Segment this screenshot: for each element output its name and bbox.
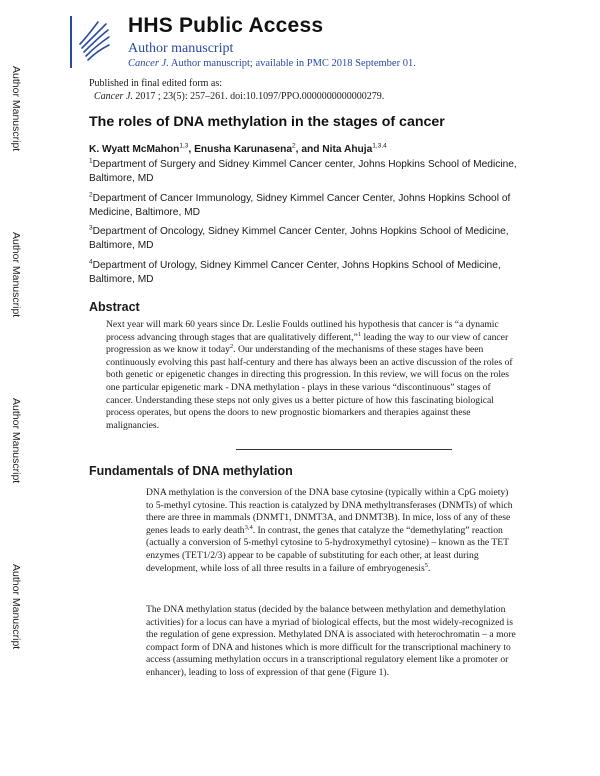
affiliation-number: 4 xyxy=(89,258,93,266)
affiliation xyxy=(89,192,529,220)
paragraph-text: . xyxy=(427,562,431,574)
hhs-eagle-logo-icon xyxy=(76,18,112,64)
author-affiliation-sup: 2 xyxy=(292,142,296,150)
abstract-heading: Abstract xyxy=(89,300,140,314)
author-affiliation-sup: 1,3 xyxy=(179,142,189,150)
journal-name: Cancer J. xyxy=(128,58,169,69)
fundamentals-heading: Fundamentals of DNA methylation xyxy=(89,464,293,478)
paragraph-text: . In contrast, the genes that catalyze the “demethylating” reaction (actually a conversion of 5-methyl cytosine to 5-hydroxymethyl cytosine) – known as the TET enzymes (TET1/2/3) appear to be capable of substituting for each other, at least during development, while loss of all three results in a failure of embryogenesis xyxy=(146,524,509,574)
side-label-author-manuscript: Author Manuscript xyxy=(10,398,22,484)
author-separator: , and xyxy=(295,144,323,155)
author-list xyxy=(89,144,387,155)
paper-title: The roles of DNA methylation in the stages of cancer xyxy=(89,114,445,130)
reference-sup: 1 xyxy=(357,330,362,338)
fundamentals-paragraph-2: The DNA methylation status (decided by the balance between methylation and demethylation activities) for a locus can have a myriad of biological effects, but the most widely-recognized is the regulation of gene expression. Methylated DNA is associated with heterochromatin – a more compact form of DNA and histones which is more difficult for the transcriptional machinery to access (assuming methylation occurs in a transcriptional regulatory element like a promoter or enhancer), leading to loss of expression of that gene (Figure 1). xyxy=(146,604,516,678)
author-name: Nita Ahuja xyxy=(322,144,373,155)
side-label-author-manuscript: Author Manuscript xyxy=(10,232,22,318)
publication-citation xyxy=(89,90,384,103)
affiliation-text: Department of Surgery and Sidney Kimmel Cancer center, Johns Hopkins School of Medicine, Baltimore, MD xyxy=(89,159,517,184)
side-label-author-manuscript: Author Manuscript xyxy=(10,66,22,152)
paragraph-text: DNA methylation is the conversion of the DNA base cytosine (typically within a CpG moiety) to 5-methyl cytosine. This reaction is catalyzed by DNA methyltransferases (DNMTs) of which there are three in mammals (DNMT1, DNMT3A, and DNMT3B). In mice, loss of any of these genes leads to early death xyxy=(146,487,513,536)
manuscript-citation xyxy=(128,58,416,69)
journal-name: Cancer J. xyxy=(94,91,133,102)
reference-sup: 3,4 xyxy=(244,523,253,531)
side-label-author-manuscript: Author Manuscript xyxy=(10,564,22,650)
abstract-text: Next year will mark 60 years since Dr. Leslie Foulds outlined his hypothesis that cancer is “a dynamic process advancing through stages that are qualitatively different,” xyxy=(106,319,499,343)
published-label: Published in final edited form as: xyxy=(89,78,223,89)
affiliation-number: 3 xyxy=(89,224,93,232)
header-divider xyxy=(70,16,72,68)
author-name: Enusha Karunasena xyxy=(194,144,293,155)
abstract-text: . Our understanding of the mechanisms of these stages have been continuously evolving this past half-century and there has always been an active discussion of the roles of both genetic or epigenetic changes in directing this progression. In this review, we will focus on the roles one particular epigenetic mark - DNA methylation - plays in these various “discontinuous” stages of cancer. Understanding these steps not only gives us a better picture of how this fascinating biological process operates, but opens the doors to new prognostic biomarkers and therapies against these malignancies. xyxy=(106,344,513,431)
section-divider xyxy=(236,449,452,450)
affiliation-text: Department of Oncology, Sidney Kimmel Cancer Center, Johns Hopkins School of Medicine, Baltimore, MD xyxy=(89,226,509,251)
affiliation xyxy=(89,158,529,186)
abstract-text: leading the way to our view of cancer progression as we know it today xyxy=(106,331,509,356)
fundamentals-paragraph-1 xyxy=(146,487,516,575)
affiliation-number: 2 xyxy=(89,191,93,199)
citation-text: Author manuscript; available in PMC 2018 September 01. xyxy=(168,58,416,69)
reference-sup: 5 xyxy=(424,561,428,569)
affiliation-text: Department of Cancer Immunology, Sidney Kimmel Cancer Center, Johns Hopkins School of Medicine, Baltimore, MD xyxy=(89,193,511,218)
affiliation-number: 1 xyxy=(89,157,93,165)
affiliation-text: Department of Urology, Sidney Kimmel Cancer Center, Johns Hopkins School of Medicine, Baltimore, MD xyxy=(89,260,501,285)
doi-text: 2017 ; 23(5): 257–261. doi:10.1097/PPO.0000000000000279. xyxy=(132,91,385,102)
affiliation xyxy=(89,225,529,253)
affiliation xyxy=(89,259,529,287)
abstract-body xyxy=(106,319,516,432)
hhs-public-access-title: HHS Public Access xyxy=(128,14,324,37)
reference-sup: 2 xyxy=(229,343,234,350)
author-manuscript-subtitle: Author manuscript xyxy=(128,41,234,56)
author-name: K. Wyatt McMahon xyxy=(89,144,180,155)
author-affiliation-sup: 1,3,4 xyxy=(372,142,387,150)
publication-info xyxy=(89,77,384,103)
author-separator: , xyxy=(188,144,195,155)
